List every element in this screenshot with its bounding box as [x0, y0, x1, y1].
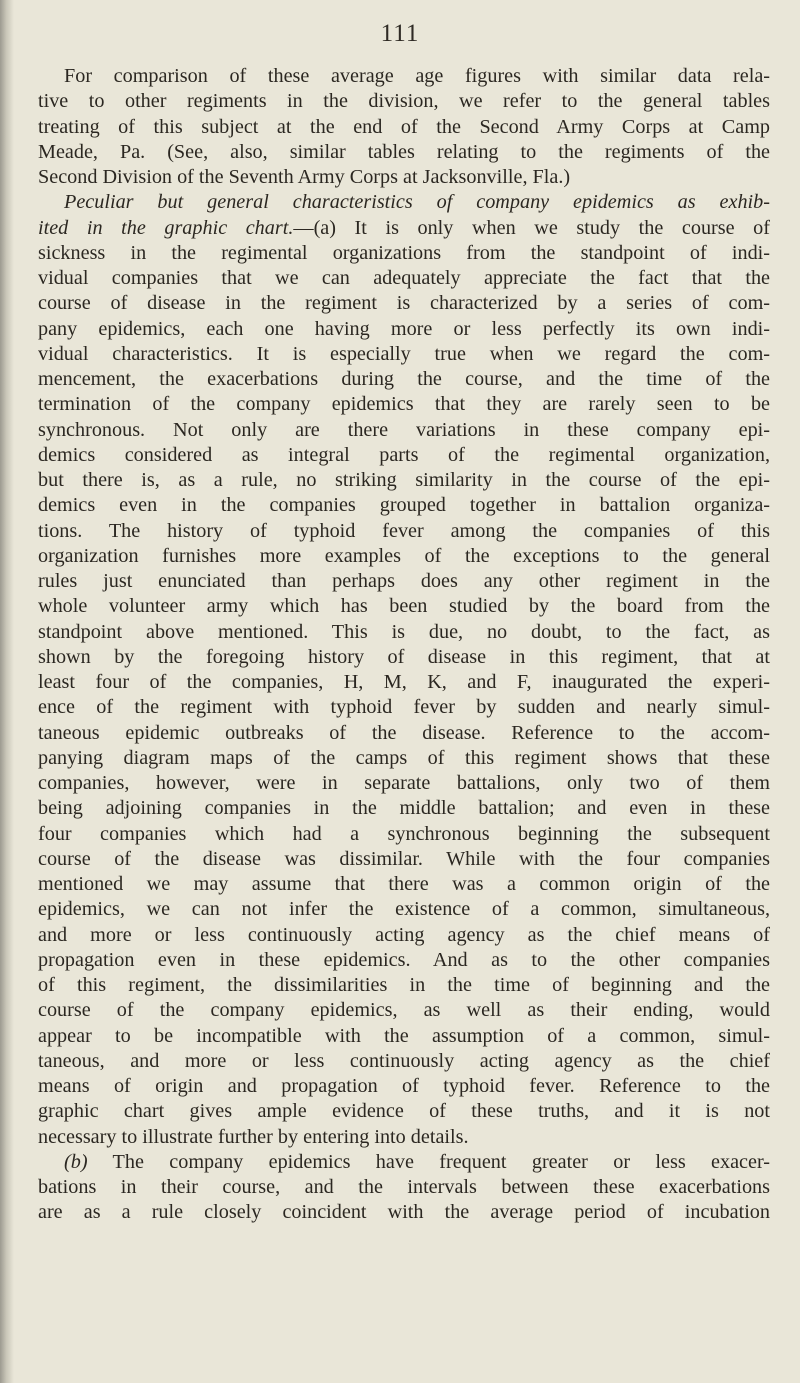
text-line: [38, 165, 770, 190]
text-line: [38, 392, 770, 417]
line-text: necessary to illustrate further by entering into details.: [38, 1125, 469, 1148]
line-text: of this regiment, the dissimilarities in the time of beginning and the: [38, 974, 770, 996]
text-line: [38, 923, 770, 948]
text-line: [38, 544, 770, 569]
line-text: mentioned we may assume that there was a common origin of the: [38, 873, 770, 895]
line-text: whole volunteer army which has been studied by the board from the: [38, 595, 770, 618]
line-text: vidual characteristics. It is especially true when we regard the com-: [38, 342, 770, 365]
text-line: [38, 64, 770, 89]
italic-heading: Peculiar but general characteristics of company epidemics as exhib-: [64, 191, 770, 214]
text-line: [38, 594, 770, 619]
text-line: [38, 897, 770, 922]
text-line: [38, 1074, 770, 1099]
text-line: [38, 822, 770, 847]
text-line: [38, 89, 770, 114]
text-line: [38, 291, 770, 316]
line-text: vidual companies that we can adequately appreciate the fact that the: [38, 267, 770, 289]
line-text: course of the disease was dissimilar. While with the four companies: [38, 847, 770, 870]
text-line: [38, 140, 770, 165]
text-line: [38, 1024, 770, 1049]
text-line: [38, 771, 770, 796]
text-line: [38, 468, 770, 493]
line-text: demics considered as integral parts of the regimental organization,: [38, 443, 770, 466]
line-text: four companies which had a synchronous beginning the subsequent: [38, 822, 770, 845]
text-line: [38, 1150, 770, 1175]
text-line: [38, 216, 770, 241]
italic-heading: ited in the graphic chart.: [38, 216, 294, 239]
text-line: [38, 746, 770, 771]
line-text: The company epidemics have frequent greater or less exacer-: [87, 1150, 770, 1173]
line-text: For comparison of these average age figures with similar data rela-: [64, 65, 770, 87]
line-text: means of origin and propagation of typhoid fever. Reference to the: [38, 1075, 770, 1097]
line-text: taneous, and more or less continuously acting agency as the chief: [38, 1049, 770, 1072]
line-text: course of the company epidemics, as well as their ending, would: [38, 999, 770, 1022]
line-text: ence of the regiment with typhoid fever by sudden and nearly simul-: [38, 696, 770, 719]
line-text: panying diagram maps of the camps of this regiment shows that these: [38, 746, 770, 769]
page-gutter-shadow: [0, 0, 14, 1383]
text-line: [38, 872, 770, 897]
text-line: [38, 493, 770, 518]
text-line: [38, 948, 770, 973]
page-number: 111: [380, 20, 420, 47]
text-line: [38, 1175, 770, 1200]
text-line: [38, 1200, 770, 1225]
text-line: [38, 569, 770, 594]
line-text: standpoint above mentioned. This is due, no doubt, to the fact, as: [38, 620, 770, 643]
line-text: and more or less continuously acting agency as the chief means of: [38, 923, 770, 946]
text-line: [38, 695, 770, 720]
italic-heading: (b): [64, 1150, 88, 1173]
line-text: termination of the company epidemics that they are rarely seen to be: [38, 393, 770, 416]
line-text: rules just enunciated than perhaps does any other regiment in the: [38, 570, 770, 592]
line-text: are as a rule closely coincident with the average period of incubation: [38, 1201, 770, 1224]
text-line: [38, 796, 770, 821]
text-line: [38, 266, 770, 291]
line-text: companies, however, were in separate battalions, only two of them: [38, 772, 770, 794]
line-text: treating of this subject at the end of the Second Army Corps at Camp: [38, 115, 770, 138]
line-text: graphic chart gives ample evidence of these truths, and it is not: [38, 1100, 770, 1123]
line-text: pany epidemics, each one having more or less perfectly its own indi-: [38, 317, 770, 340]
line-text: taneous epidemic outbreaks of the disease. Reference to the accom-: [38, 721, 770, 744]
text-line: [38, 317, 770, 342]
text-line: [38, 519, 770, 544]
text-line: [38, 620, 770, 645]
line-text: being adjoining companies in the middle battalion; and even in these: [38, 797, 770, 820]
line-text: course of disease in the regiment is characterized by a series of com-: [38, 292, 770, 315]
line-text: —(a) It is only when we study the course of: [293, 216, 770, 239]
line-text: Second Division of the Seventh Army Corps at Jacksonville, Fla.): [38, 166, 571, 188]
text-line: [38, 1049, 770, 1074]
text-line: [38, 847, 770, 872]
text-line: [38, 998, 770, 1023]
text-line: [38, 670, 770, 695]
line-text: appear to be incompatible with the assumption of a common, simul-: [38, 1024, 770, 1047]
line-text: bations in their course, and the intervals between these exacerbations: [38, 1176, 770, 1198]
text-line: [38, 1099, 770, 1124]
body-text: [38, 64, 770, 1226]
text-line: [38, 443, 770, 468]
text-line: [38, 190, 770, 215]
line-text: mencement, the exacerbations during the course, and the time of the: [38, 368, 770, 390]
line-text: tions. The history of typhoid fever among the companies of this: [38, 519, 770, 542]
text-line: [38, 418, 770, 443]
line-text: propagation even in these epidemics. And as to the other companies: [38, 948, 770, 971]
line-text: but there is, as a rule, no striking similarity in the course of the epi-: [38, 469, 770, 491]
line-text: shown by the foregoing history of disease in this regiment, that at: [38, 645, 770, 668]
line-text: sickness in the regimental organizations from the standpoint of indi-: [38, 241, 770, 264]
line-text: epidemics, we can not infer the existence of a common, simultaneous,: [38, 898, 770, 921]
text-line: [38, 241, 770, 266]
line-text: synchronous. Not only are there variations in these company epi-: [38, 418, 770, 441]
text-line: [38, 645, 770, 670]
text-line: [38, 342, 770, 367]
text-line: [38, 367, 770, 392]
text-line: [38, 973, 770, 998]
line-text: Meade, Pa. (See, also, similar tables relating to the regiments of the: [38, 140, 770, 163]
text-line: [38, 1125, 770, 1150]
line-text: demics even in the companies grouped together in battalion organiza-: [38, 494, 770, 517]
text-line: [38, 721, 770, 746]
line-text: organization furnishes more examples of the exceptions to the general: [38, 544, 770, 567]
text-line: [38, 115, 770, 140]
line-text: tive to other regiments in the division, we refer to the general tables: [38, 90, 770, 113]
line-text: least four of the companies, H, M, K, and F, inaugurated the experi-: [38, 671, 770, 693]
